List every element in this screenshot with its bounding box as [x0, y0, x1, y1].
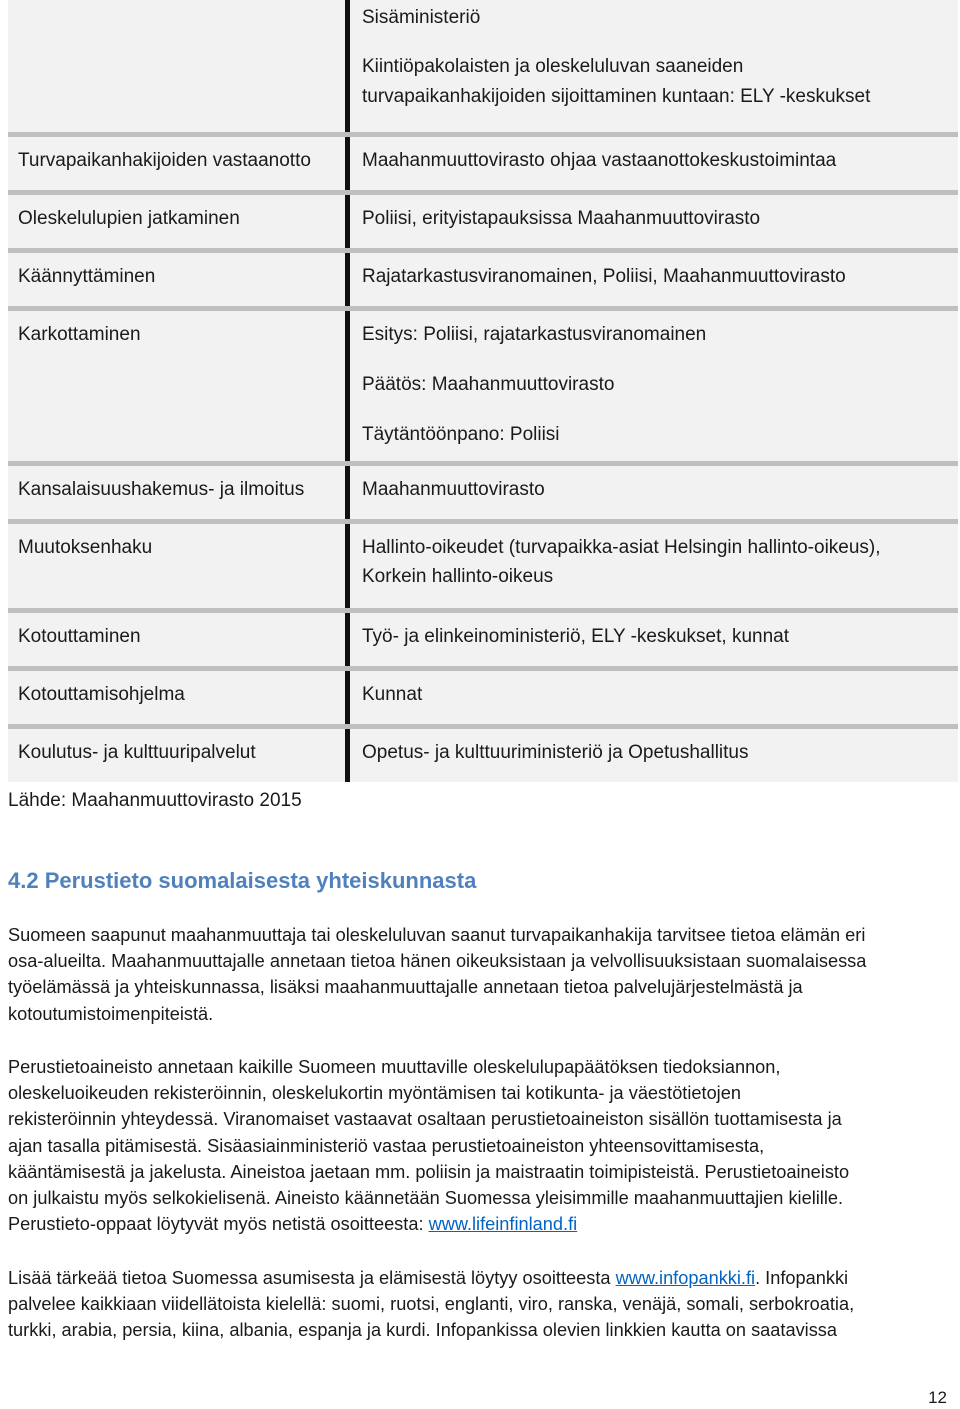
text-line: Suomeen saapunut maahanmuuttaja tai oleskeluluvan saanut turvapaikanhakija tarvitsee tietoa elämän eri	[8, 925, 866, 945]
text-line: kääntämisestä ja jakelusta. Aineistoa jaetaan mm. poliisin ja maistraatin toimipisteistä. Perustietoaineisto	[8, 1161, 850, 1182]
lifeinfinland-link[interactable]: www.lifeinfinland.fi	[428, 1214, 578, 1235]
cell-line: Sisäministeriö	[362, 7, 481, 28]
table-cell-authority	[350, 195, 958, 248]
paragraph-2	[8, 1054, 953, 1237]
cell-line: Kotouttamisohjelma	[18, 684, 185, 705]
table-row	[8, 137, 958, 195]
section-heading: 4.2 Perustieto suomalaisesta yhteiskunnasta	[8, 868, 477, 893]
cell-line: Koulutus- ja kulttuuripalvelut	[18, 742, 256, 763]
text-line: ajan tasalla pitämisestä. Sisäasiainministeriö vastaa perustietoaineiston yhteensovittamisesta,	[8, 1135, 765, 1156]
text-line: turkki, arabia, persia, kiina, albania, espanja ja kurdi. Infopankissa olevien linkkien kautta on saatavissa	[8, 1320, 838, 1341]
cell-line: Päätös: Maahanmuuttovirasto	[362, 374, 615, 395]
table-cell-task	[8, 253, 345, 306]
text-line: rekisteröinnin yhteydessä. Viranomaiset vastaavat osaltaan perustietoaineiston sisällön tuottamisesta ja	[8, 1109, 842, 1130]
text-line: palvelee kaikkiaan viidellätoista kielellä: suomi, ruotsi, englanti, viro, ranska, venäjä, somali, serbokroatia,	[8, 1294, 855, 1315]
cell-line: Hallinto-oikeudet (turvapaikka-asiat Helsingin hallinto-oikeus),	[362, 537, 881, 558]
table-cell-authority	[350, 311, 958, 461]
table-source: Lähde: Maahanmuuttovirasto 2015	[8, 790, 302, 811]
table-cell-task	[8, 729, 345, 782]
cell-line: Käännyttäminen	[18, 266, 156, 287]
table-cell-task	[8, 137, 345, 190]
cell-line: Kansalaisuushakemus- ja ilmoitus	[18, 479, 305, 500]
cell-line: Maahanmuuttovirasto ohjaa vastaanottokeskustoimintaa	[362, 150, 837, 171]
table-cell-authority	[350, 466, 958, 519]
table-row	[8, 466, 958, 524]
cell-line: Turvapaikanhakijoiden vastaanotto	[18, 150, 311, 171]
cell-line: Poliisi, erityistapauksissa Maahanmuuttovirasto	[362, 208, 761, 229]
cell-line: Muutoksenhaku	[18, 537, 153, 558]
text-segment: . Infopankki	[755, 1268, 849, 1288]
table-cell-authority	[350, 613, 958, 666]
responsibility-table	[8, 0, 958, 782]
cell-line: Työ- ja elinkeinoministeriö, ELY -keskukset, kunnat	[362, 626, 789, 647]
table-cell-authority	[350, 253, 958, 306]
cell-line: Kiintiöpakolaisten ja oleskeluluvan saaneiden	[362, 56, 744, 77]
text-line	[8, 1211, 953, 1237]
text-line: oleskeluoikeuden rekisteröinnin, oleskelukortin myöntämisen tai kotikunta- ja väestötietojen	[8, 1083, 741, 1104]
cell-line: Oleskelulupien jatkaminen	[18, 208, 240, 229]
text-line: on julkaistu myös selkokielisenä. Aineisto käännetään Suomessa yleisimmille maahanmuuttajien kielille.	[8, 1188, 844, 1209]
text-line: kotoutumistoimenpiteistä.	[8, 1003, 214, 1024]
cell-line: Karkottaminen	[18, 324, 141, 345]
text-segment: Perustieto-oppaat löytyvät myös netistä osoitteesta:	[8, 1214, 429, 1235]
paragraph-3	[8, 1265, 953, 1344]
table-row	[8, 671, 958, 729]
table-cell-task	[8, 311, 345, 461]
table-cell-authority	[350, 0, 958, 132]
infopankki-link[interactable]: www.infopankki.fi	[615, 1268, 756, 1288]
table-cell-authority	[350, 137, 958, 190]
cell-line: Esitys: Poliisi, rajatarkastusviranomainen	[362, 324, 707, 345]
table-cell-task	[8, 0, 345, 132]
table-cell-authority	[350, 671, 958, 724]
paragraph-1	[8, 922, 953, 1027]
cell-line: Korkein hallinto-oikeus	[362, 566, 554, 587]
table-row	[8, 729, 958, 782]
text-line	[8, 1265, 953, 1291]
table-row	[8, 311, 958, 466]
text-line: työelämässä ja yhteiskunnassa, lisäksi maahanmuuttajalle annetaan tietoa palvelujärjestelmästä ja	[8, 977, 803, 998]
text-line: Perustietoaineisto annetaan kaikille Suomeen muuttaville oleskelulupapäätöksen tiedoksiannon,	[8, 1057, 781, 1077]
table-cell-authority	[350, 729, 958, 782]
text-segment: Lisää tärkeää tietoa Suomessa asumisesta ja elämisestä löytyy osoitteesta	[8, 1268, 616, 1288]
table-cell-task	[8, 524, 345, 608]
text-line: osa-alueilta. Maahanmuuttajalle annetaan tietoa hänen oikeuksistaan ja velvollisuuksistaan suomalaisessa	[8, 951, 867, 972]
table-row	[8, 524, 958, 613]
table-cell-task	[8, 613, 345, 666]
cell-line: turvapaikanhakijoiden sijoittaminen kuntaan: ELY -keskukset	[362, 86, 871, 107]
table-cell-task	[8, 671, 345, 724]
cell-line: Kunnat	[362, 684, 423, 705]
table-row	[8, 195, 958, 253]
table-row	[8, 0, 958, 137]
table-row	[8, 613, 958, 671]
cell-line: Rajatarkastusviranomainen, Poliisi, Maahanmuuttovirasto	[362, 266, 846, 287]
table-cell-authority	[350, 524, 958, 608]
table-cell-task	[8, 466, 345, 519]
table-cell-task	[8, 195, 345, 248]
table-row	[8, 253, 958, 311]
cell-line: Kotouttaminen	[18, 626, 141, 647]
cell-line: Täytäntöönpano: Poliisi	[362, 424, 560, 445]
cell-line: Opetus- ja kulttuuriministeriö ja Opetushallitus	[362, 742, 749, 763]
cell-line: Maahanmuuttovirasto	[362, 479, 545, 500]
page-number: 12	[928, 1388, 947, 1407]
